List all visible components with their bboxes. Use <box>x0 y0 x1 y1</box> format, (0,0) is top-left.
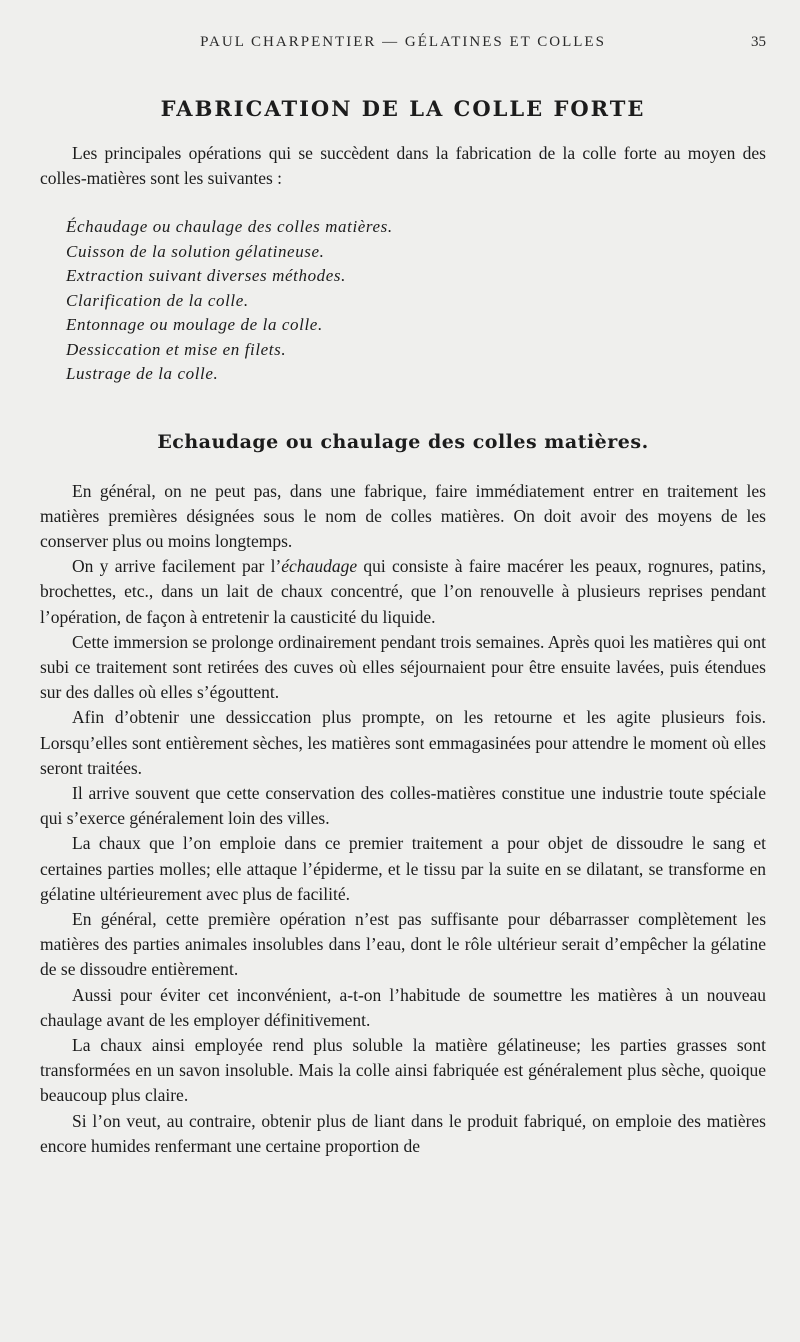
text-run: On y arrive facilement par l’ <box>72 556 282 577</box>
operation-item: Dessiccation et mise en filets. <box>66 339 287 359</box>
operations-list <box>40 215 766 387</box>
text-run: qui consiste à faire macérer les peaux, rognures, patins, brochettes, etc., dans un lait de chaux concentré, que l’on renouvelle à plusieurs reprises pendant l’opération, de façon à entretenir la causticité du liquide. <box>40 556 766 627</box>
paragraph: En général, cette première opération n’est pas suffisante pour débarrasser complètement les matières des parties animales insolubles dans l’eau, dont le rôle ultérieur serait d’empêcher la gélatine de se dissoudre entièrement. <box>40 908 766 980</box>
subsection-title: Echaudage ou chaulage des colles matières. <box>157 430 649 453</box>
paragraph: Si l’on veut, au contraire, obtenir plus de liant dans le produit fabriqué, on emploie des matières encore humides renfermant une certaine proportion de <box>40 1110 766 1156</box>
operation-item: Clarification de la colle. <box>66 290 249 310</box>
paragraph: La chaux que l’on emploie dans ce premier traitement a pour objet de dissoudre le sang et certaines parties molles; elle attaque l’épiderme, et le tissu par la suite en se dilatant, se transforme en gélatine ultérieurement avec plus de facilité. <box>40 833 766 904</box>
operation-item: Échaudage ou chaulage des colles matières. <box>66 217 393 236</box>
emphasis-term: échaudage <box>281 556 358 577</box>
paragraph <box>40 554 766 630</box>
page-number: 35 <box>751 34 766 50</box>
paragraph: La chaux ainsi employée rend plus soluble la matière gélatineuse; les parties grasses sont transformées en un savon insoluble. Mais la colle ainsi fabriquée est généralement plus sèche, quoique beaucoup plus claire. <box>40 1034 766 1106</box>
operation-item: Extraction suivant diverses méthodes. <box>66 266 346 285</box>
paragraph: Aussi pour éviter cet inconvénient, a-t-on l’habitude de soumettre les matières à un nouveau chaulage avant de les employer définitivement. <box>40 984 766 1030</box>
operation-item: Entonnage ou moulage de la colle. <box>66 315 323 334</box>
body-text <box>40 479 766 1159</box>
paragraph: En général, on ne peut pas, dans une fabrique, faire immédiatement entrer en traitement les matières premières désignées sous le nom de colles matières. On doit avoir des moyens de les conserver plus ou moins longtemps. <box>40 480 766 551</box>
paragraph: Il arrive souvent que cette conservation des colles-matières constitue une industrie toute spéciale qui s’exerce généralement loin des villes. <box>40 782 766 829</box>
running-title: PAUL CHARPENTIER — GÉLATINES ET COLLES <box>200 34 606 50</box>
operation-item: Cuisson de la solution gélatineuse. <box>66 241 325 261</box>
intro-paragraph: Les principales opérations qui se succèdent dans la fabrication de la colle forte au moyen des colles-matières sont les suivantes : <box>40 143 766 188</box>
paragraph: Cette immersion se prolonge ordinairement pendant trois semaines. Après quoi les matières qui ont subi ce traitement sont retirées des cuves où elles séjournaient pour être ensuite lavées, puis étendues sur des dalles où elles s’égouttent. <box>40 631 767 703</box>
section-title: FABRICATION DE LA COLLE FORTE <box>160 96 646 121</box>
paragraph: Afin d’obtenir une dessiccation plus prompte, on les retourne et les agite plusieurs fois. Lorsqu’elles sont entièrement sèches, les matières sont emmagasinées pour attendre le moment où elles seront traitées. <box>40 707 766 778</box>
operation-item: Lustrage de la colle. <box>66 364 219 383</box>
running-header <box>40 34 766 58</box>
